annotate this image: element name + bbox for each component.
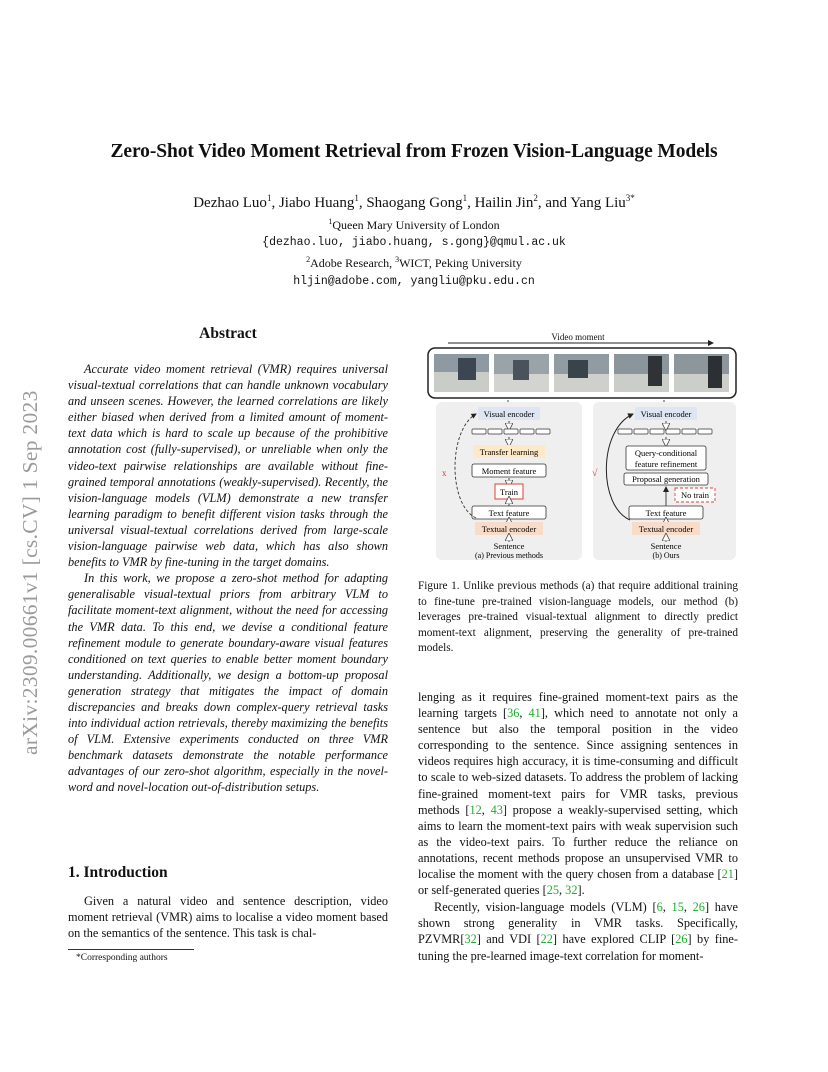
left-textual-encoder: Textual encoder (481, 524, 537, 534)
left-token-row (472, 429, 550, 434)
no-train-label: No train (680, 490, 710, 500)
footnote: *Corresponding authors (76, 953, 168, 963)
affil-text: Queen Mary University of London (332, 218, 500, 232)
affil-sup: 1 (328, 217, 333, 226)
text-run: lenging as it requires fine-grained moment-text pairs as the learning targets [ (418, 690, 738, 721)
train-label: Train (499, 487, 519, 497)
email-line-2: hljin@adobe.com, yangliu@pku.edu.cn (293, 275, 535, 288)
body-paragraph: lenging as it requires fine-grained moment-text pairs as the learning targets [36, 41], which need to annotate not only a sentence but also the temporal position in the video corresponding to the sentence. Since assigning sentences in videos requires high accuracy, it is time-consuming and difficult to scale to web-sized datasets. To address the problem of lacking fine-grained moment-text pairs for VMR tasks, previous methods [12, 43] propose a weakly-supervised setting, which aims to learn the moment-text pairs with weak supervision such as the video-text pairs. To further reduce the reliance on annotations, recent methods propose an unsupervised VMR to localise the moment with the query chosen from a database [21] or self-generated queries [25, 32]. (418, 690, 739, 898)
citation-link[interactable]: 12 (469, 802, 482, 817)
citation-link[interactable]: 32 (464, 932, 477, 947)
body-paragraph: Given a natural video and sentence description, video moment retrieval (VMR) aims to localise a video moment based on the semantics of the sentence. This task is chal- (68, 894, 388, 941)
figure-top-label: Video moment (551, 332, 605, 342)
left-mark: x (442, 468, 447, 478)
figure-1 (418, 330, 738, 570)
query-cond-line1: Query-conditional (634, 448, 698, 458)
citation-link[interactable]: 32 (565, 883, 578, 898)
left-visual-encoder: Visual encoder (483, 409, 535, 419)
author: Shaogang Gong (366, 195, 463, 211)
left-text-feature: Text feature (488, 508, 530, 518)
text-run: ] have explored CLIP [ (552, 932, 676, 947)
intro-paragraph (68, 893, 388, 941)
body-paragraph: Recently, vision-language models (VLM) [6, 15, 26] have shown strong generality in VMR tasks. Specifically, PZVMR[32] and VDI [22] have explored CLIP [26] by fine-tuning the pre-learned image-text correlation for moment- (418, 900, 738, 963)
author: Hailin Jin (474, 195, 534, 211)
citation-link[interactable]: 26 (692, 900, 705, 915)
email-line-1: {dezhao.luo, jiabo.huang, s.gong}@qmul.ac.uk (262, 236, 566, 249)
abstract-paragraph: In this work, we propose a zero-shot method for adapting generalisable visual-textual priors from arbitrary VLM to facilitate moment-text alignment, without the need for accessing the VMR data. To this end, we devise a conditional feature refinement module to generate boundary-aware visual features conditioned on text queries to enable better moment boundary understanding. Additionally, we design a bottom-up proposal generation strategy that mitigates the impact of domain discrepancies and breaks down complex-query retrieval tasks into individual action retrievals, thereby maximizing the benefits of VLM. Extensive experiments conducted on three VMR benchmark datasets demonstrate the notable performance advantages of our zero-shot algorithm, especially in the novel-word and novel-location out-of-distribution setups. (68, 571, 388, 795)
paper-title: Zero-Shot Video Moment Retrieval from Frozen Vision-Language Models (110, 141, 718, 162)
arxiv-stamp: arXiv:2309.00661v1 [cs.CV] 1 Sep 2023 (18, 390, 42, 755)
moment-feature: Moment feature (481, 466, 537, 476)
right-text-feature: Text feature (645, 508, 687, 518)
text-run: ] propose a weakly-supervised setting, which aims to learn the moment-text pairs with weak supervision such as the video-text pairs. To further reduce the reliance on annotations, recent methods propose an unsupervised VMR to localise the moment with the query chosen from a database [ (418, 802, 739, 882)
author-affil: 3* (625, 193, 635, 203)
citation-link[interactable]: 22 (540, 932, 553, 947)
citation-link[interactable]: 36 (507, 706, 520, 721)
section-heading: 1. Introduction (68, 864, 168, 881)
right-sentence: Sentence (650, 541, 682, 551)
right-textual-encoder: Textual encoder (638, 524, 694, 534)
text-run: ], which need to annotate not only a sentence but also the temporal position in the video corresponding to the sentence. Since assigning sentences in videos requires high accuracy, it is time-consuming and difficult to scale to web-sized datasets. To address the problem of lacking fine-grained moment-text pairs for VMR tasks, previous methods [ (418, 706, 738, 817)
affil-text: WICT, Peking University (399, 256, 522, 270)
citation-link[interactable]: 15 (671, 900, 684, 915)
author-affil: 2 (533, 193, 538, 203)
video-thumbnails (434, 354, 729, 392)
footnote-rule (68, 949, 194, 950)
author-list: Dezhao Luo$^1$, Jiabo Huang$^1$, Shaogang Gong$^1$, Hailin Jin$^2$, and Yang Liu$^{3*}$ (193, 193, 635, 211)
right-caption: (b) Ours (652, 551, 680, 560)
abstract-body (68, 361, 388, 796)
abstract-heading: Abstract (199, 325, 257, 342)
author-affil: 1 (354, 193, 359, 203)
text-run: Recently, vision-language models (VLM) [ (434, 900, 657, 915)
transfer-learning: Transfer learning (479, 447, 539, 457)
text-run: ] have shown strong generality in VMR tasks. Specifically, PZVMR[ (418, 900, 738, 947)
abstract-paragraph: Accurate video moment retrieval (VMR) requires universal visual-textual correlations that can handle unknown vocabulary and unseen scenes. However, the learned correlations are likely either biased when derived from a limited amount of moment-text data which is hard to scale up because of the prohibitive annotation cost (fully-supervised), or unreliable when only the video-text pairwise relationships are available without fine-grained temporal annotations (weakly-supervised). Recently, the vision-language models (VLM) demonstrate a new transfer learning paradigm to benefit different vision tasks through the universal visual-textual correlations derived from large-scale vision-language pairwise web data, which has also shown benefits to VMR by fine-tuning in the target domains. (68, 362, 388, 570)
figure-caption: Figure 1. Unlike previous methods (a) that require additional training to fine-tune pre-trained vision-language models, our method (b) leverages pre-trained visual-textual alignment to directly predict moment-text alignment, preserving the generality of pre-trained models. (418, 580, 738, 655)
author-affil: 1 (462, 193, 468, 203)
left-caption: (a) Previous methods (475, 551, 543, 560)
author-affil: 1 (266, 193, 272, 203)
affil-sup: 3 (395, 255, 400, 264)
author: Jiabo Huang (278, 195, 355, 211)
right-column-body (418, 689, 738, 964)
query-cond-line2: feature refinement (634, 459, 698, 469)
citation-link[interactable]: 25 (546, 883, 560, 898)
citation-link[interactable]: 43 (490, 802, 503, 817)
author: Yang Liu (570, 195, 626, 211)
text-run: ] and VDI [ (476, 932, 541, 947)
text-run: ]. (577, 883, 585, 898)
left-sentence: Sentence (493, 541, 525, 551)
right-mark: √ (592, 468, 598, 479)
author: Dezhao Luo (193, 195, 267, 211)
affiliation-2 (0, 255, 828, 271)
right-visual-encoder: Visual encoder (640, 409, 692, 419)
citation-link[interactable]: 21 (721, 867, 734, 882)
text-run: ] by fine-tuning the pre-learned image-text correlation for moment- (418, 932, 738, 963)
affil-text: Adobe Research, (310, 256, 396, 270)
citation-link[interactable]: 26 (675, 932, 688, 947)
text-run: ] or self-generated queries [ (418, 867, 738, 898)
affil-sup: 2 (306, 255, 311, 264)
affiliation-1 (0, 217, 828, 233)
citation-link[interactable]: 41 (528, 706, 541, 721)
proposal-generation: Proposal generation (632, 474, 700, 484)
citation-link[interactable]: 6 (656, 900, 663, 915)
